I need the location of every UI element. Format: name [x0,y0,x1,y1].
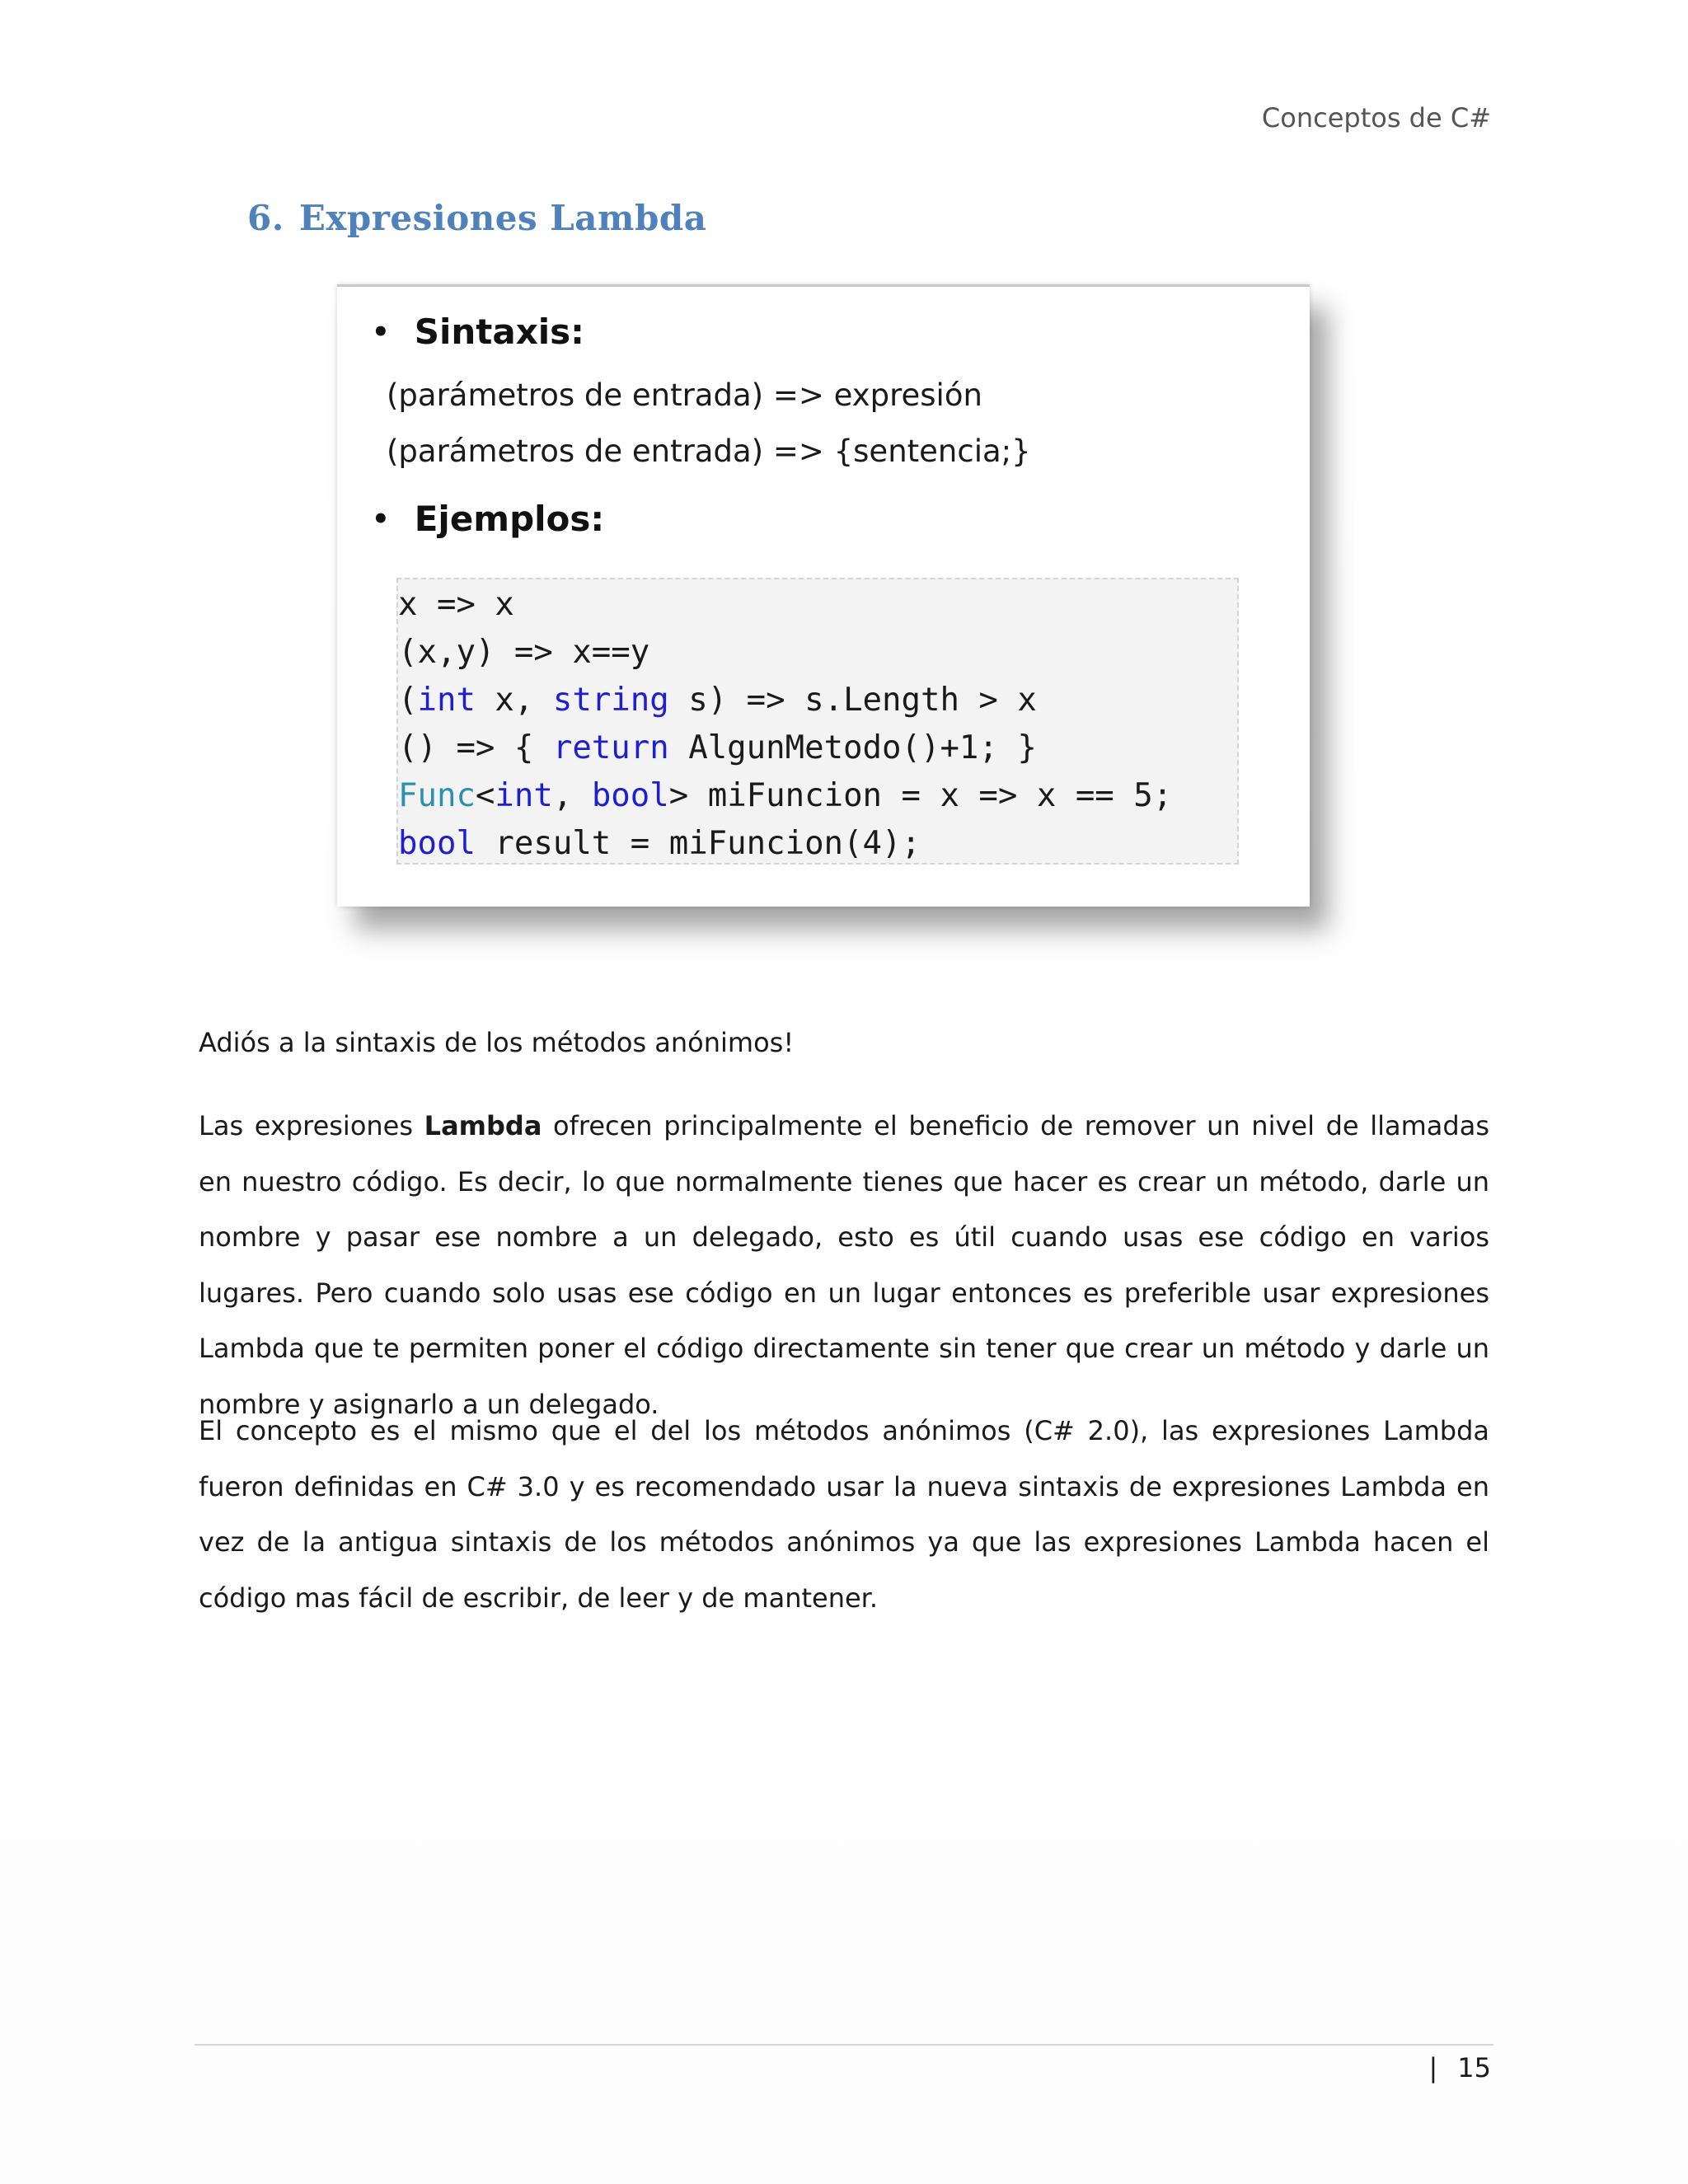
code-token: () => { [398,729,553,766]
paragraph-text: Las expresiones [199,1110,424,1141]
code-token: bool [398,825,476,862]
syntax-line: (parámetros de entrada) => {sentencia;} [387,434,1031,469]
code-token: int [495,777,553,814]
section-title [247,198,706,238]
code-token: int [417,682,476,719]
syntax-bullet [372,312,584,352]
footer-divider [195,2044,1493,2046]
paragraph-benefits [199,1099,1489,1432]
code-example-box [396,578,1239,865]
bullet-icon: • [372,315,390,349]
code-token: x => x [398,586,514,623]
code-token: Func [398,777,476,814]
section-title-text: Expresiones Lambda [298,198,707,238]
code-line [398,677,1237,724]
syntax-heading: Sintaxis: [414,312,584,352]
code-line [398,820,1237,868]
page-number [1429,2052,1492,2083]
code-token: , [552,777,592,814]
page-number-separator: | [1428,2052,1438,2083]
code-line [398,581,1237,629]
code-token: result = miFuncion(4); [475,825,921,862]
bold-term: Lambda [424,1110,542,1141]
code-token: x, [475,682,553,719]
running-header: Conceptos de C# [1261,102,1491,134]
code-lines [398,581,1237,868]
code-token: string [552,682,669,719]
code-line [398,724,1237,772]
lambda-syntax-figure [337,284,1310,907]
bullet-icon: • [372,502,390,536]
code-token: s) => s.Length > x [668,682,1037,719]
paragraph-text: ofrecen principalmente el beneficio de remover un nivel de llamadas en nuestro código. Es decir, lo que normalmente tienes que hacer es crear un método, darle un nombre y pasar ese nombre a un delegado, esto es útil cuando usas ese código en varios lugares. Pero cuando solo usas ese código en un lugar entonces es preferible usar expresiones Lambda que te permiten poner el código directamente sin tener que crear un método y darle un nombre y asignarlo a un delegado. [199,1110,1490,1420]
syntax-line: (parámetros de entrada) => expresión [387,377,982,413]
code-token: < [475,777,495,814]
examples-heading: Ejemplos: [414,499,605,539]
code-line [398,772,1237,820]
examples-bullet [372,499,604,539]
code-token: return [552,729,669,766]
page-number-value: 15 [1457,2052,1491,2083]
code-token: > miFuncion = x => x == 5; [668,777,1173,814]
code-line [398,629,1237,677]
section-number: 6. [247,198,284,238]
code-token: AlgunMetodo()+1; } [668,729,1037,766]
code-token: (x,y) => x==y [398,634,650,671]
code-token: ( [398,682,418,719]
paragraph-intro: Adiós a la sintaxis de los métodos anónimos! [199,1027,795,1058]
code-token: bool [591,777,669,814]
paragraph-history: El concepto es el mismo que el del los métodos anónimos (C# 2.0), las expresiones Lambda fueron definidas en C# 3.0 y es recomendado usar la nueva sintaxis de expresiones Lambda en vez de la antigua sintaxis de los métodos anónimos ya que las expresiones Lambda hacen el código mas fácil de escribir, de leer y de mantener. [199,1415,1489,1614]
